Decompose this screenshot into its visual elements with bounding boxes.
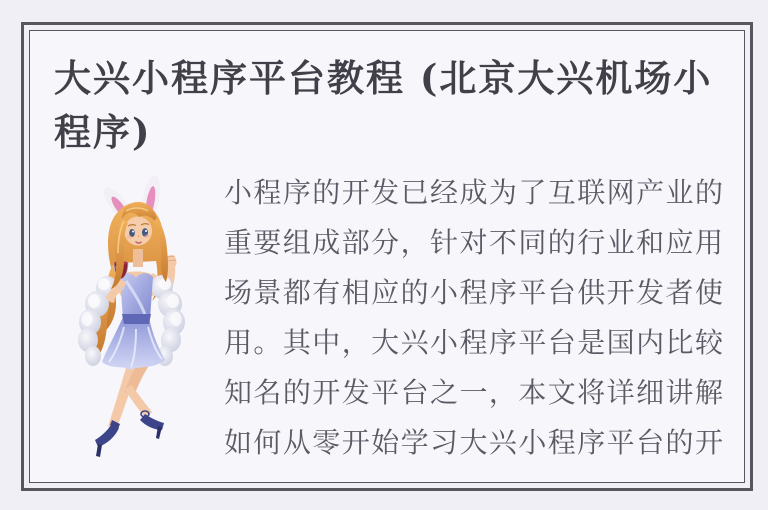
article-card <box>29 30 745 483</box>
bunny-girl-image <box>54 167 224 463</box>
article-title: 大兴小程序平台教程 (北京大兴机场小程序) <box>54 56 713 154</box>
bunny-girl-illustration <box>54 167 224 463</box>
article-body: 小程序的开发已经成为了互联网产业的重要组成部分，针对不同的行业和应用场景都有相应的小程序平台供开发者使用。其中，大兴小程序平台是国内比较知名的开发平台之一，本文将详细讲解如何从零开始学习大兴小程序平台的开 <box>224 176 724 459</box>
article-content <box>54 167 744 468</box>
article-frame <box>21 22 753 491</box>
high-heels <box>95 411 164 457</box>
